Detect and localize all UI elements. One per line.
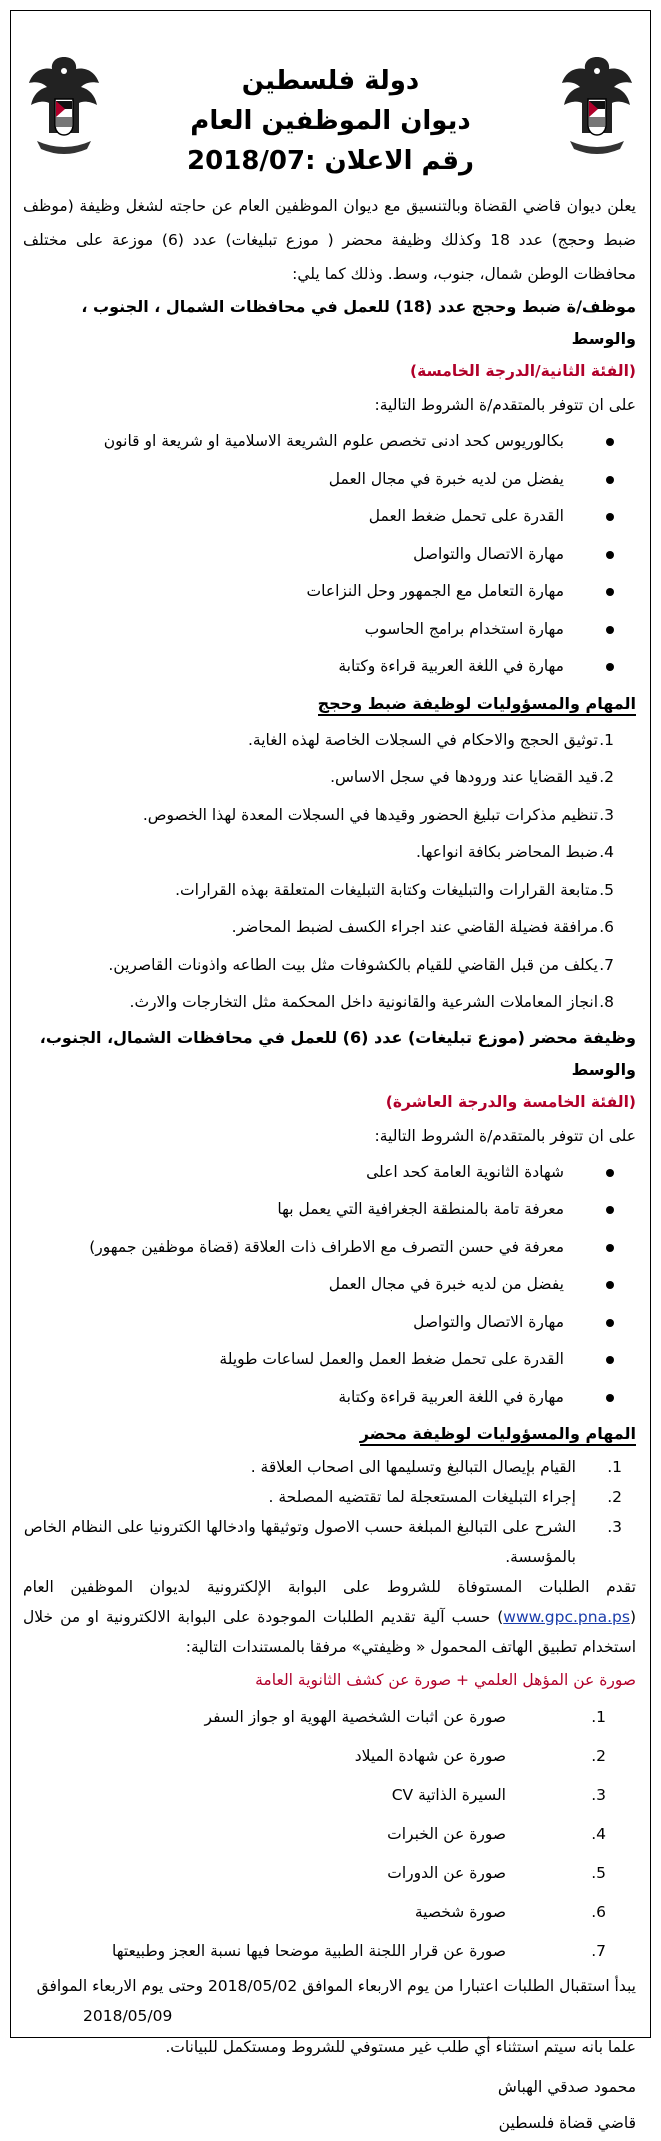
note-line: علما بانه سيتم استثناء أي طلب غير مستوفي للشروط ومستكمل للبيانات.	[165, 2038, 636, 2056]
job1-duties-list	[23, 722, 636, 1022]
list-item: مهارة في اللغة العربية قراءة وكتابة	[23, 1379, 614, 1417]
signature-block	[23, 2069, 636, 2141]
job1-title: موظف/ة ضبط وحجج عدد (18) للعمل في محافظات الشمال ، الجنوب ، والوسط	[81, 297, 636, 348]
announcement-page	[10, 10, 651, 2132]
list-item: 4. صورة عن الخبرات	[387, 1825, 606, 1843]
list-item: 1. صورة عن اثبات الشخصية الهوية او جواز السفر	[204, 1708, 606, 1726]
list-item: مهارة في اللغة العربية قراءة وكتابة	[23, 648, 614, 686]
list-item: 6. مرافقة فضيلة القاضي عند اجراء الكسف لضبط المحاضر.	[231, 918, 614, 936]
list-item: 2. صورة عن شهادة الميلاد	[354, 1747, 606, 1765]
job1-conditions-list	[23, 423, 636, 686]
office-title: ديوان الموظفين العام	[190, 106, 471, 136]
first-document: صورة عن المؤهل العلمي + صورة عن كشف الثانوية العامة	[255, 1671, 636, 1689]
list-item: 3. تنظيم مذكرات تبليغ الحضور وقيدها في السجلات المعدة لهذا الخصوص.	[142, 805, 614, 824]
list-item: يفضل من لديه خبرة في مجال العمل	[23, 461, 614, 499]
list-item: 5. صورة عن الدورات	[387, 1864, 606, 1882]
gpc-portal-link[interactable]: www.gpc.pna.ps	[503, 1608, 630, 1626]
list-item: 6. صورة شخصية	[414, 1903, 606, 1921]
job2-duties-heading: المهام والمسؤوليات لوظيفة محضر	[23, 1416, 636, 1452]
list-item: مهارة الاتصال والتواصل	[23, 1304, 614, 1342]
palestine-emblem-icon	[558, 49, 636, 159]
list-item: 2. قيد القضايا عند ورودها في سجل الاساس.	[330, 768, 614, 786]
list-item: 1. القيام بإيصال التبالبغ وتسليمها الى اصحاب العلاقة .	[250, 1458, 622, 1476]
state-title: دولة فلسطين	[241, 66, 420, 96]
list-item: مهارة التعامل مع الجمهور وحل النزاعات	[23, 573, 614, 611]
job2-category: (الفئة الخامسة والدرجة العاشرة)	[385, 1092, 636, 1111]
job1-category: (الفئة الثانية/الدرجة الخامسة)	[410, 362, 636, 380]
list-item: بكالوريوس كحد ادنى تخصص علوم الشريعة الاسلامية او شريعة او قانون	[23, 423, 614, 461]
list-item: مهارة الاتصال والتواصل	[23, 536, 614, 574]
dates-line: يبدأ استقبال الطلبات اعتبارا من يوم الاربعاء الموافق 2018/05/02 وحتى يوم الاربعاء الموافق	[36, 1977, 636, 1995]
signatory-name: محمود صدقي الهباش	[497, 2078, 636, 2096]
list-item: 2. إجراء التبليغات المستعجلة لما تقتضيه المصلحة .	[268, 1488, 622, 1506]
ad-number: رقم الاعلان :2018/07	[187, 146, 474, 176]
job2-conditions-intro: على ان تتوفر بالمتقدم/ة الشروط التالية:	[374, 1126, 636, 1145]
job1-conditions-intro: على ان تتوفر بالمتقدم/ة الشروط التالية:	[374, 396, 636, 414]
job2-duties-list	[23, 1452, 636, 1572]
announcement-body	[23, 189, 636, 2141]
list-item: مهارة استخدام برامج الحاسوب	[23, 611, 614, 649]
list-item: معرفة في حسن التصرف مع الاطراف ذات العلاقة (قضاة موظفين جمهور)	[23, 1229, 614, 1267]
list-item: 7. صورة عن قرار اللجنة الطبية موضحا فيها نسبة العجز وطبيعتها	[111, 1942, 606, 1960]
end-date: 2018/05/09	[83, 2007, 173, 2025]
signatory-title: قاضي قضاة فلسطين	[498, 2114, 636, 2132]
list-item: شهادة الثانوية العامة كحد اعلى	[23, 1154, 614, 1192]
list-item: 3. السيرة الذاتية CV	[391, 1786, 606, 1804]
job2-conditions-list	[23, 1154, 636, 1417]
header-titles	[141, 61, 520, 181]
list-item: القدرة على تحمل ضغط العمل والعمل لساعات طويلة	[23, 1341, 614, 1379]
job2-title: وظيفة محضر (موزع تبليغات) عدد (6) للعمل في محافظات الشمال، الجنوب، والوسط	[39, 1027, 636, 1079]
list-item: 7. يكلف من قبل القاضي للقيام بالكشوفات مثل بيت الطاعه واذونات القاصرين.	[108, 955, 614, 974]
list-item: 8. انجاز المعاملات الشرعية والقانونية داخل المحكمة مثل التخارجات والارث.	[129, 993, 614, 1011]
palestine-emblem-icon	[25, 49, 103, 159]
list-item: 1. توثيق الحجج والاحكام في السجلات الخاصة لهذه الغاية.	[247, 730, 614, 749]
list-item: يفضل من لديه خبرة في مجال العمل	[23, 1266, 614, 1304]
list-item: 5. متابعة القرارات والتبليغات وكتابة التبليغات المتعلقة بهذه القرارات.	[175, 880, 614, 899]
list-item: معرفة تامة بالمنطقة الجغرافية التي يعمل بها	[23, 1191, 614, 1229]
job1-duties-heading: المهام والمسؤوليات لوظيفة ضبط وحجج	[23, 686, 636, 722]
list-item: القدرة على تحمل ضغط العمل	[23, 498, 614, 536]
list-item: 3. الشرح على التبالبغ المبلغة حسب الاصول وتوثيقها وادخالها الكترونيا على النظام الخاص بالمؤسسة.	[23, 1518, 622, 1566]
intro-paragraph: يعلن ديوان قاضي القضاة وبالتنسيق مع ديوان الموظفين العام عن حاجته لشغل وظيفة (موظف ضبط وحجج) عدد 18 وكذلك وظيفة محضر ( موزع تبليغات) عدد (6) موزعة على مختلف محافظات الوطن شمال، جنوب، وسط. وذلك كما يلي:	[23, 197, 636, 283]
application-paragraph: تقدم الطلبات المستوفاة للشروط على البوابة الإلكترونية لديوان الموظفين العام (www.gpc.pna.ps) حسب آلية تقديم الطلبات الموجودة على البوابة الالكترونية او من خلال استخدام تطبيق الهاتف المحمول « وظيفتي» مرفقا بالمستندات التالية:	[23, 1578, 636, 1656]
documents-list	[23, 1698, 636, 1971]
list-item: 4. ضبط المحاضر بكافة انواعها.	[415, 843, 614, 861]
